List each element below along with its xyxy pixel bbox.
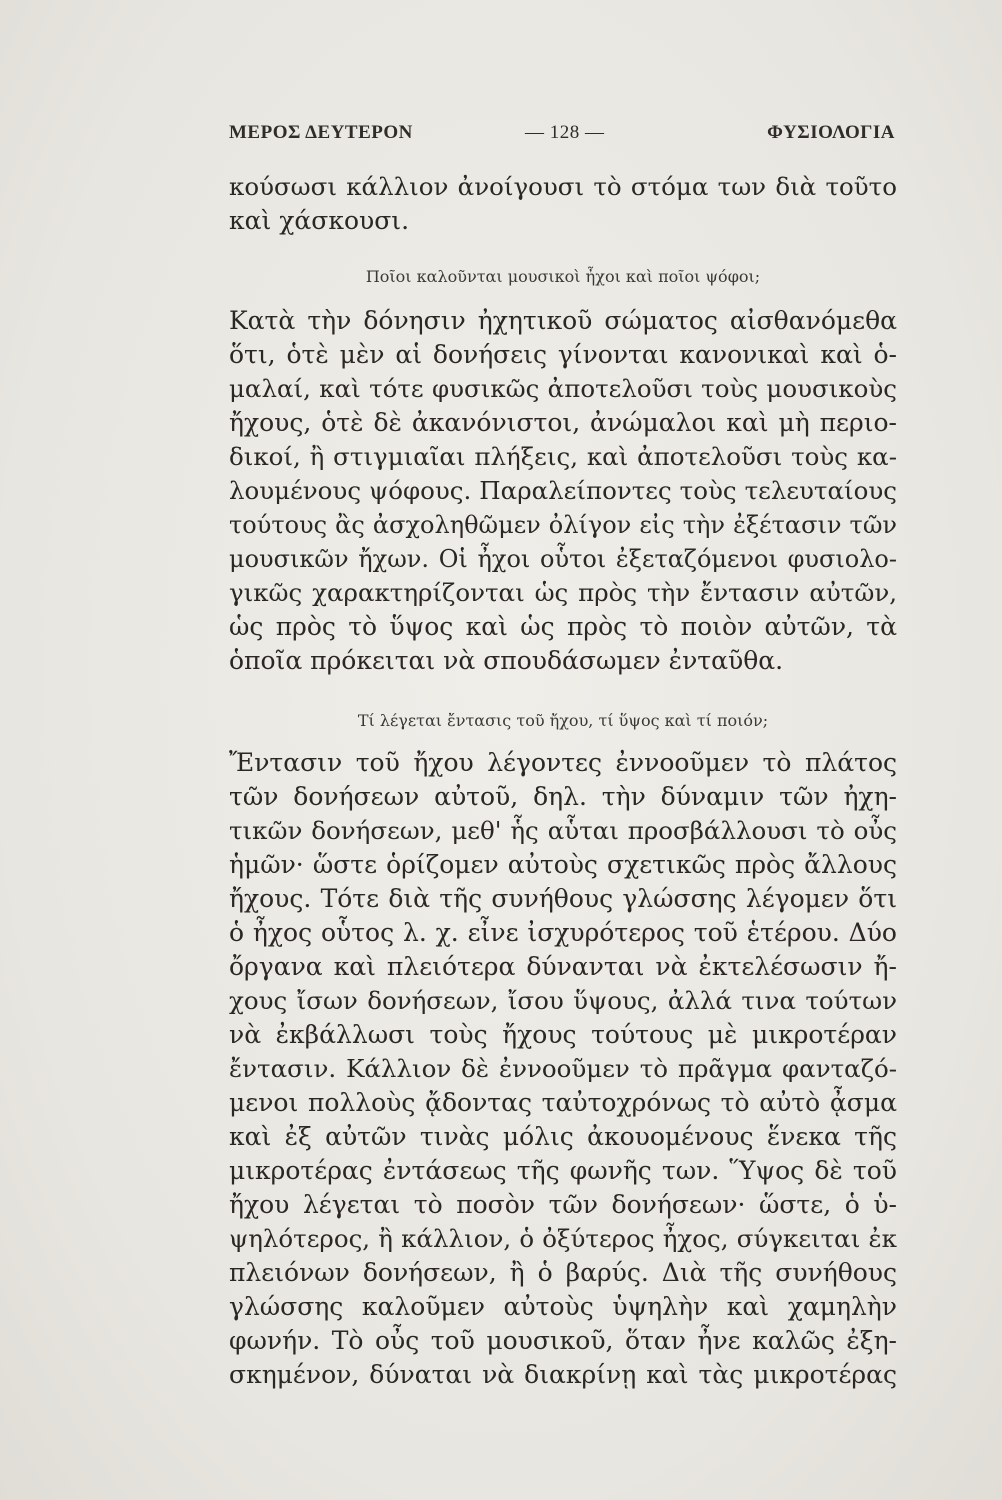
text-line: ὅτι, ὁτὲ μὲν αἱ δονήσεις γίνονται κανονικαὶ καὶ ὁ-: [229, 340, 897, 369]
text-line: λουμένους ψόφους. Παραλείποντες τοὺς τελευταίους: [229, 476, 897, 505]
text-line: τούτους ἂς ἀσχοληθῶμεν ὀλίγον εἰς τὴν ἐξέτασιν τῶν: [229, 511, 897, 539]
text-line: ὡς πρὸς τὸ ὕψος καὶ ὡς πρὸς τὸ ποιὸν αὐτῶν, τὰ: [229, 612, 897, 641]
text-line: κούσωσι κάλλιον ἀνοίγουσι τὸ στόμα των διὰ τοῦτο: [229, 172, 897, 201]
text-line: ὁποῖα πρόκειται νὰ σπουδάσωμεν ἐνταῦθα.: [229, 646, 784, 675]
text-line: μικροτέρας ἐντάσεως τῆς φωνῆς των. Ὕψος δὲ τοῦ: [229, 1156, 897, 1185]
text-line: μενοι πολλοὺς ᾄδοντας ταὐτοχρόνως τὸ αὐτὸ ᾆσμα: [229, 1088, 897, 1117]
header-section-title: ΜΕΡΟΣ ΔΕΥΤΕΡΟΝ: [229, 122, 413, 143]
text-line: Ἔντασιν τοῦ ἤχου λέγοντες ἐννοοῦμεν τὸ πλάτος: [229, 748, 897, 777]
header-chapter-title: ΦΥΣΙΟΛΟΓΙΑ: [767, 122, 895, 143]
text-line: μαλαί, καὶ τότε φυσικῶς ἀποτελοῦσι τοὺς μουσικοὺς: [229, 374, 897, 403]
text-line: ὁ ἦχος οὗτος λ. χ. εἶνε ἰσχυρότερος τοῦ ἑτέρου. Δύο: [229, 918, 897, 947]
text-line: τῶν δονήσεων αὐτοῦ, δηλ. τὴν δύναμιν τῶν ἠχη-: [229, 782, 897, 811]
text-line: ἤχου λέγεται τὸ ποσὸν τῶν δονήσεων· ὥστε, ὁ ὑ-: [229, 1190, 897, 1219]
page-number: — 128 —: [525, 122, 605, 143]
text-line: Κατὰ τὴν δόνησιν ἠχητικοῦ σώματος αἰσθανόμεθα: [229, 306, 897, 335]
text-line: χους ἴσων δονήσεων, ἴσου ὕψους, ἀλλά τινα τούτων: [229, 986, 897, 1015]
text-line: ὄργανα καὶ πλειότερα δύνανται νὰ ἐκτελέσωσιν ἤ-: [229, 952, 897, 981]
text-line: σκημένον, δύναται νὰ διακρίνῃ καὶ τὰς μικροτέρας: [229, 1360, 897, 1389]
text-line: γλώσσης καλοῦμεν αὐτοὺς ὑψηλὴν καὶ χαμηλὴν: [229, 1292, 897, 1321]
text-line: φωνήν. Τὸ οὖς τοῦ μουσικοῦ, ὅταν ἦνε καλῶς ἐξη-: [229, 1326, 897, 1355]
section-heading: Ποῖοι καλοῦνται μουσικοὶ ἦχοι καὶ ποῖοι ψόφοι;: [365, 267, 761, 286]
running-header: [229, 122, 895, 148]
text-line: δικοί, ἢ στιγμιαῖαι πλήξεις, καὶ ἀποτελοῦσι τοὺς κα-: [229, 442, 897, 471]
text-line: ἤχους, ὁτὲ δὲ ἀκανόνιστοι, ἀνώμαλοι καὶ μὴ περιο-: [229, 408, 897, 437]
text-line: τικῶν δονήσεων, μεθ' ἧς αὗται προσβάλλουσι τὸ οὖς: [229, 816, 897, 845]
text-line: καὶ χάσκουσι.: [229, 206, 410, 235]
text-line: ψηλότερος, ἢ κάλλιον, ὁ ὀξύτερος ἦχος, σύγκειται ἐκ: [229, 1224, 897, 1253]
section-heading: Τί λέγεται ἔντασις τοῦ ἤχου, τί ὕψος καὶ τί ποιόν;: [357, 711, 769, 730]
text-line: καὶ ἐξ αὐτῶν τινὰς μόλις ἀκουομένους ἕνεκα τῆς: [229, 1122, 897, 1151]
text-line: ἔντασιν. Κάλλιον δὲ ἐννοοῦμεν τὸ πρᾶγμα φανταζό-: [229, 1054, 897, 1083]
text-line: ἤχους. Τότε διὰ τῆς συνήθους γλώσσης λέγομεν ὅτι: [229, 884, 897, 913]
text-line: νὰ ἐκβάλλωσι τοὺς ἤχους τούτους μὲ μικροτέραν: [229, 1020, 897, 1049]
text-line: πλειόνων δονήσεων, ἢ ὁ βαρύς. Διὰ τῆς συνήθους: [229, 1258, 897, 1287]
text-line: γικῶς χαρακτηρίζονται ὡς πρὸς τὴν ἔντασιν αὐτῶν,: [229, 578, 897, 607]
text-line: μουσικῶν ἤχων. Οἱ ἦχοι οὗτοι ἐξεταζόμενοι φυσιολο-: [229, 545, 897, 573]
text-line: ἡμῶν· ὥστε ὁρίζομεν αὐτοὺς σχετικῶς πρὸς ἄλλους: [229, 850, 897, 879]
